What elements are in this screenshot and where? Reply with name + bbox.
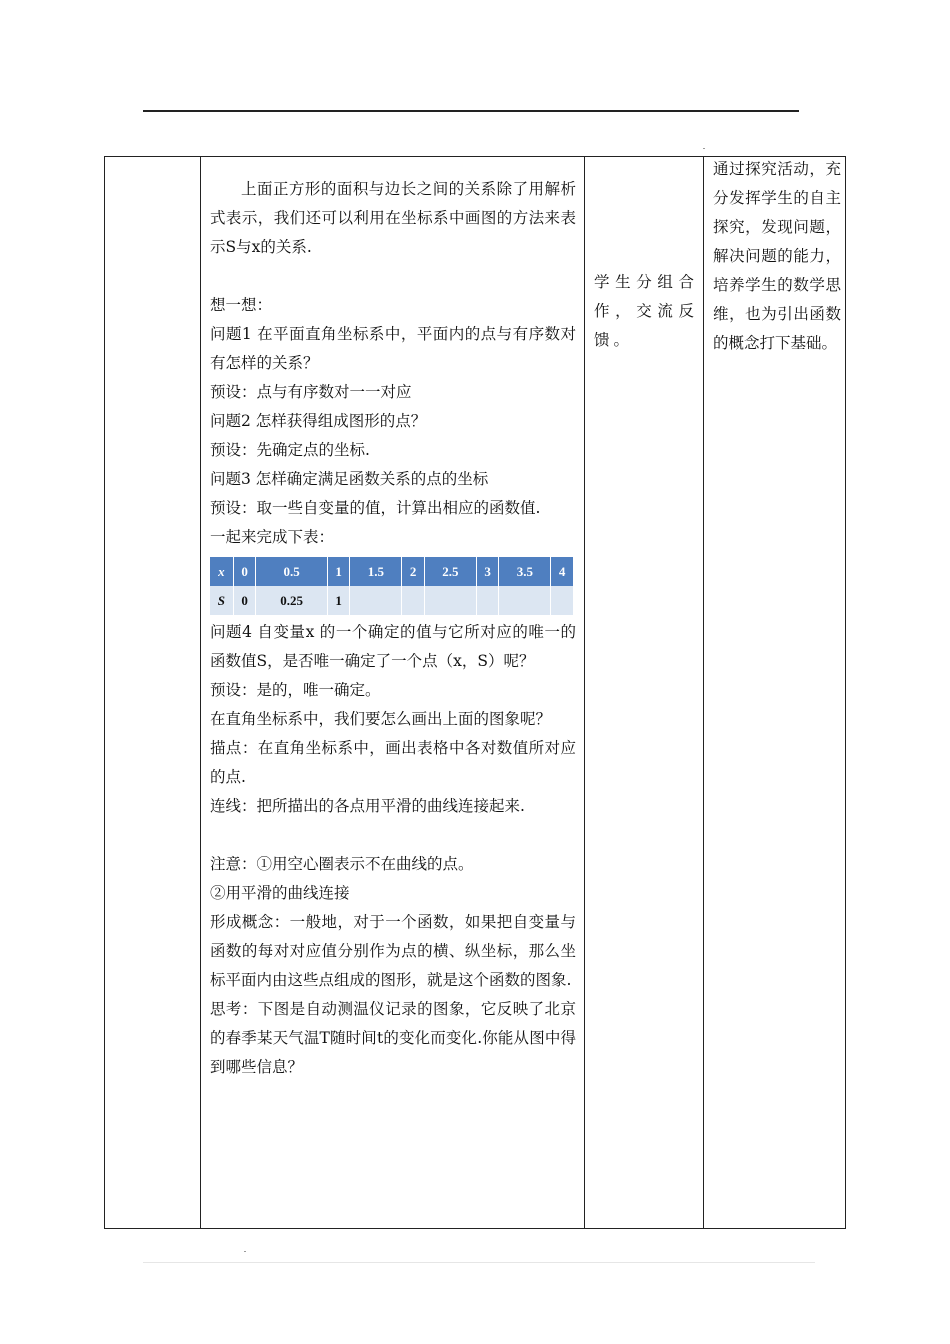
teaching-process-cell <box>210 175 576 1082</box>
table-cell: 2 <box>402 557 425 586</box>
table-cell: 2.5 <box>424 557 476 586</box>
table-header-s: S <box>210 586 233 615</box>
table-cell-empty <box>402 586 425 615</box>
table-cell: 3.5 <box>499 557 551 586</box>
column-divider <box>584 157 585 1228</box>
note-1: 注意：①用空心圈表示不在曲线的点。 <box>210 855 474 873</box>
plot-points-step: 描点：在直角坐标系中，画出表格中各对数值所对应的点. <box>210 739 576 786</box>
connect-step: 连线：把所描出的各点用平滑的曲线连接起来. <box>210 797 525 815</box>
answer-3: 预设：取一些自变量的值，计算出相应的函数值. <box>210 499 541 517</box>
value-table <box>210 557 574 615</box>
intro-paragraph: 上面正方形的面积与边长之间的关系除了用解析式表示，我们还可以利用在坐标系中画图的方法来表示S与x的关系. <box>210 180 576 256</box>
scan-speck <box>244 1251 246 1252</box>
footer-rule <box>143 1262 815 1263</box>
header-rule <box>143 110 799 112</box>
lesson-plan-table <box>104 156 846 1229</box>
table-header-x: x <box>210 557 233 586</box>
table-row-s <box>210 586 574 615</box>
think-title: 想一想： <box>210 296 273 314</box>
table-cell: 4 <box>551 557 574 586</box>
table-cell: 1 <box>327 557 350 586</box>
design-intent-cell: 通过探究活动，充分发挥学生的自主探究，发现问题，解决问题的能力，培养学生的数学思维，也为引出函数的概念打下基础。 <box>713 160 841 352</box>
table-cell-empty <box>476 586 499 615</box>
table-cell: 0 <box>233 586 256 615</box>
table-cell: 0 <box>233 557 256 586</box>
student-activity-cell: 学生分组合作，交流反馈。 <box>594 273 698 349</box>
table-cell: 1.5 <box>350 557 402 586</box>
how-to-draw: 在直角坐标系中，我们要怎么画出上面的图象呢？ <box>210 710 552 728</box>
table-row-x <box>210 557 574 586</box>
scan-speck <box>703 148 705 149</box>
answer-1: 预设：点与有序数对一一对应 <box>210 383 412 401</box>
table-cell-empty <box>350 586 402 615</box>
table-cell: 1 <box>327 586 350 615</box>
table-cell: 3 <box>476 557 499 586</box>
reflection-question: 思考：下图是自动测温仪记录的图象，它反映了北京的春季某天气温T随时间t的变化而变化.你能从图中得到哪些信息？ <box>210 1000 576 1076</box>
table-prompt: 一起来完成下表： <box>210 528 335 546</box>
note-2: ②用平滑的曲线连接 <box>210 884 350 902</box>
concept-definition: 形成概念：一般地，对于一个函数，如果把自变量与函数的每对对应值分别作为点的横、纵坐标，那么坐标平面内由这些点组成的图形，就是这个函数的图象. <box>210 913 576 989</box>
table-cell-empty <box>424 586 476 615</box>
column-divider <box>703 157 704 1228</box>
question-1: 问题1 在平面直角坐标系中，平面内的点与有序数对有怎样的关系？ <box>210 325 576 372</box>
question-3: 问题3 怎样确定满足函数关系的点的坐标 <box>210 470 489 488</box>
answer-2: 预设：先确定点的坐标. <box>210 441 370 459</box>
table-cell: 0.25 <box>256 586 328 615</box>
table-cell-empty <box>499 586 551 615</box>
question-4: 问题4 自变量x 的一个确定的值与它所对应的唯一的函数值S，是否唯一确定了一个点（x，S）呢？ <box>210 623 576 670</box>
column-divider <box>200 157 201 1228</box>
table-cell-empty <box>551 586 574 615</box>
answer-4: 预设：是的，唯一确定。 <box>210 681 381 699</box>
table-cell: 0.5 <box>256 557 328 586</box>
question-2: 问题2 怎样获得组成图形的点？ <box>210 412 427 430</box>
